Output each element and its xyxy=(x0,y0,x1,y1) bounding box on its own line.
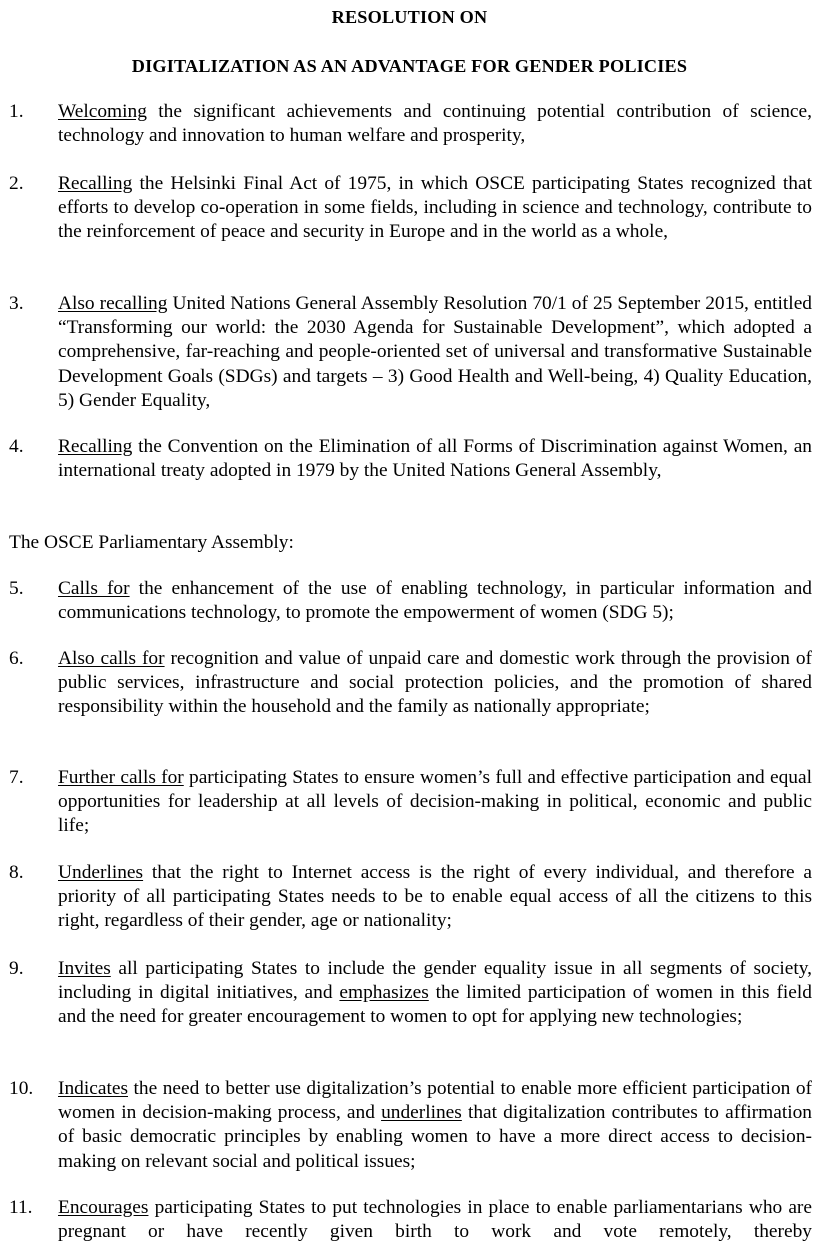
paragraph-number: 1. xyxy=(9,101,24,122)
paragraph-number: 10. xyxy=(9,1078,34,1099)
paragraph-number: 5. xyxy=(9,578,24,599)
paragraph-number: 9. xyxy=(9,958,24,979)
paragraph-number: 7. xyxy=(9,767,24,788)
document-title-line1: RESOLUTION ON xyxy=(331,7,488,27)
paragraph-body: the Convention on the Elimination of all Forms of Discrimination against Women, an international treaty adopted in 1979 by the United Nations General Assembly, xyxy=(58,436,812,482)
paragraph-body: all participating States to include the gender equality issue in all segments of society, including in digital initiatives, and xyxy=(58,958,812,1004)
paragraph-number: 3. xyxy=(9,293,24,314)
paragraph-number: 4. xyxy=(9,436,24,457)
operative-keyword-secondary: underlines xyxy=(381,1102,462,1124)
operative-keyword: Recalling xyxy=(58,436,133,457)
paragraph-body: participating States to ensure women’s full and effective participation and equal opportunities for leadership at all levels of decision-making in political, economic and public life; xyxy=(58,767,812,837)
operative-keyword: Further calls for xyxy=(58,767,184,788)
assembly-intro: The OSCE Parliamentary Assembly: xyxy=(9,532,294,553)
paragraph-number: 6. xyxy=(9,648,24,669)
paragraph-body: United Nations General Assembly Resolution 70/1 of 25 September 2015, entitled “Transforming our world: the 2030 Agenda for Sustainable Development”, which adopted a comprehensive, far-reaching and people-oriented set of universal and transformative Sustainable Development Goals (SDGs) and targets – 3) Good Health and Well-being, 4) Quality Education, 5) Gender Equality, xyxy=(58,293,812,411)
document-title-line2: DIGITALIZATION AS AN ADVANTAGE FOR GENDER POLICIES xyxy=(131,56,688,76)
paragraph-number: 2. xyxy=(9,173,24,194)
operative-keyword: Also recalling xyxy=(58,293,168,314)
operative-keyword: Welcoming xyxy=(58,101,147,122)
operative-keyword: Indicates xyxy=(58,1078,128,1099)
paragraph-body: the Helsinki Final Act of 1975, in which OSCE participating States recognized that efforts to develop co-operation in some fields, including in science and technology, contribute to the reinforcement of peace and security in Europe and in the world as a whole, xyxy=(58,173,812,243)
paragraph-body: the enhancement of the use of enabling technology, in particular information and communications technology, to promote the empowerment of women (SDG 5); xyxy=(58,578,812,624)
operative-keyword: Also calls for xyxy=(58,648,165,669)
operative-keyword: Encourages xyxy=(58,1197,149,1218)
paragraph-body: that the right to Internet access is the right of every individual, and therefore a priority of all participating States needs to be to enable equal access of all the citizens to this right, regardless of their gender, age or nationality; xyxy=(58,862,812,932)
paragraph-text xyxy=(58,1196,812,1244)
paragraph-number: 8. xyxy=(9,862,24,883)
paragraph-body-continued: that digitalization contributes to affirmation of basic democratic principles by enabling women to have a more direct access to decision-making on relevant social and political issues; xyxy=(58,1102,812,1172)
operative-keyword: Underlines xyxy=(58,862,144,883)
paragraph-number: 11. xyxy=(9,1197,33,1218)
paragraph-body: the need to better use digitalization’s potential to enable more efficient participation of women in decision-making process, and xyxy=(58,1078,812,1124)
operative-keyword: Recalling xyxy=(58,173,133,194)
paragraph-text xyxy=(58,1077,812,1174)
operative-keyword-secondary: emphasizes xyxy=(339,982,429,1004)
paragraph-text xyxy=(58,577,812,625)
paragraph-body: participating States to put technologies in place to enable parliamentarians who are pregnant or have recently given birth to work and vote remotely, thereby xyxy=(58,1197,812,1243)
paragraph-text xyxy=(58,766,812,839)
paragraph-text xyxy=(58,435,812,483)
paragraph-text xyxy=(58,292,812,413)
operative-keyword: Invites xyxy=(58,958,111,979)
paragraph-body-continued: the limited participation of women in this field and the need for greater encouragement to women to opt for applying new technologies; xyxy=(58,982,812,1028)
paragraph-text xyxy=(58,861,812,934)
paragraph-body: recognition and value of unpaid care and domestic work through the provision of public services, infrastructure and social protection policies, and the promotion of shared responsibility within the household and the family as nationally appropriate; xyxy=(58,648,812,718)
paragraph-text xyxy=(58,957,812,1030)
operative-keyword: Calls for xyxy=(58,578,130,599)
paragraph-text xyxy=(58,100,812,148)
paragraph-text xyxy=(58,172,812,245)
paragraph-body: the significant achievements and continuing potential contribution of science, technology and innovation to human welfare and prosperity, xyxy=(58,101,812,147)
paragraph-text xyxy=(58,647,812,720)
